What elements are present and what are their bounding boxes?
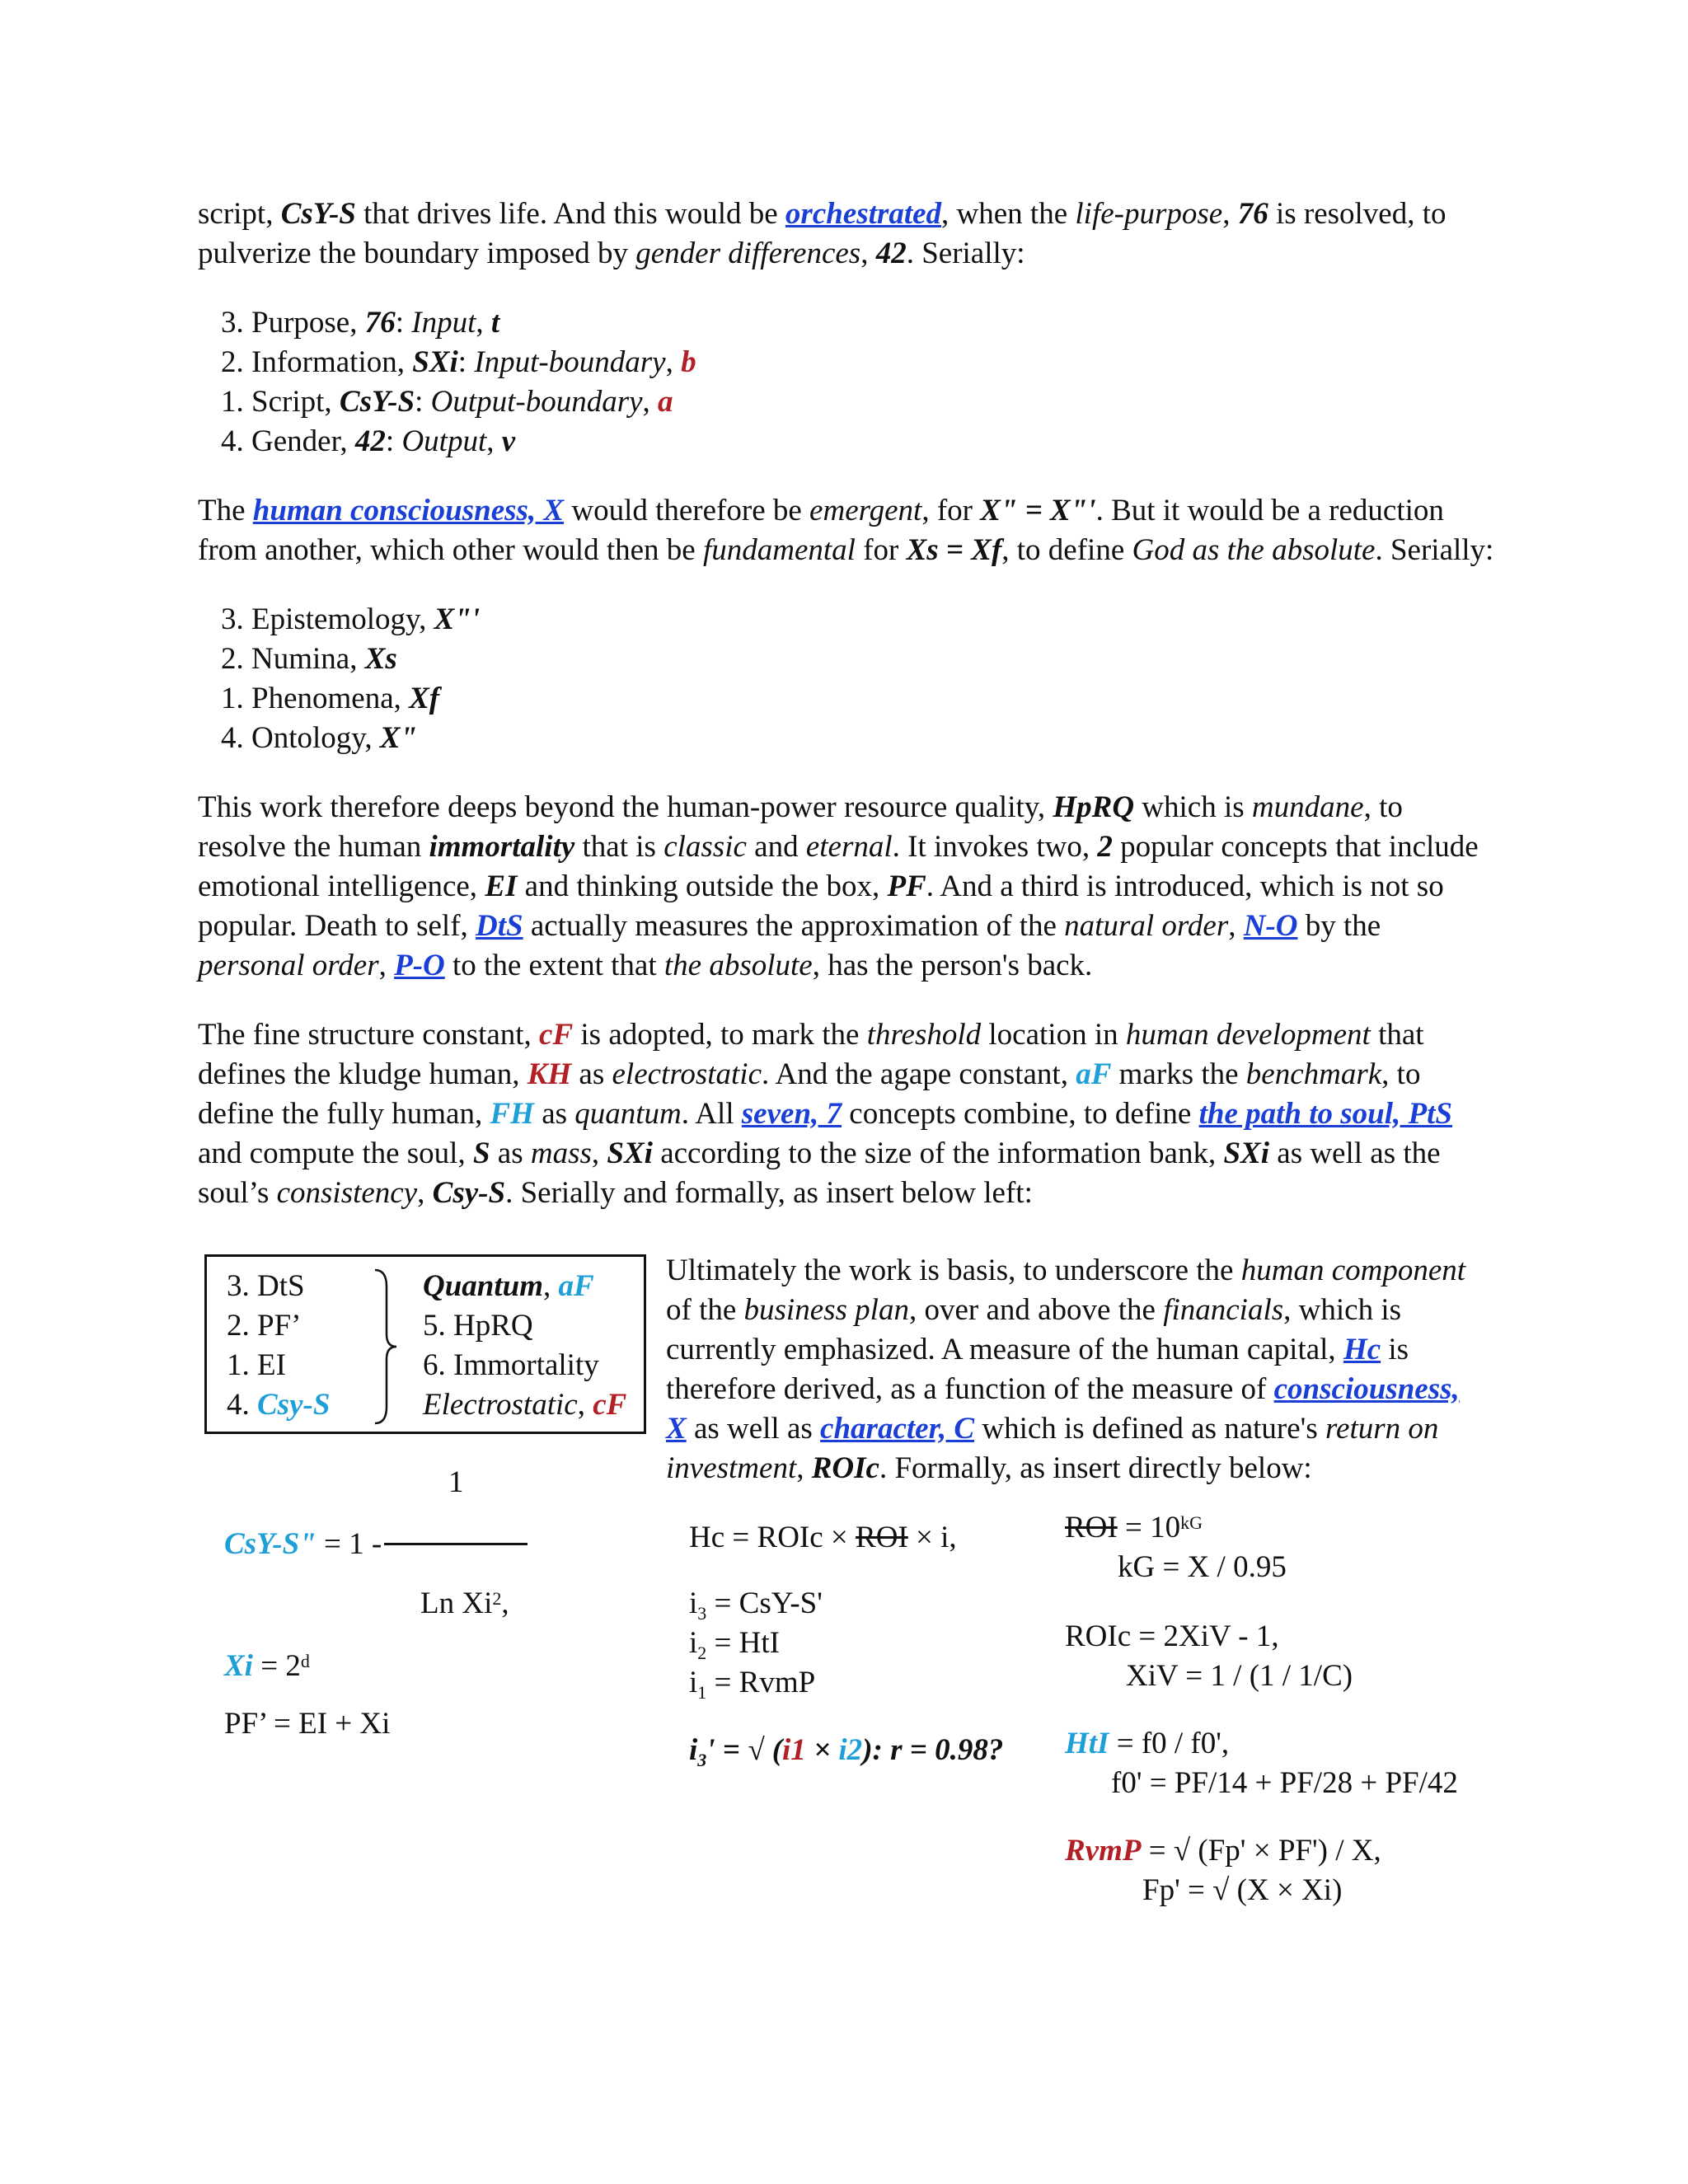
xiv-equation: XiV = 1 / (1 / 1/C)	[1126, 1659, 1353, 1693]
list-item: 1. Script, CsY-S: Output-boundary, a	[221, 385, 673, 419]
immortality-paragraph: This work therefore deeps beyond the human-power resource quality, HpRQ which is mundane, to resolve the human immortality that is classic and eternal. It invokes two, 2 popular concepts that include emotional intelligence, EI and thinking outside the box, PF. And a third is introduced, which is not so popular. Death to self, DtS actually measures the approximation of the natural order, N-O by the personal order, P-O to the extent that the absolute, has the person's back.	[198, 790, 1479, 982]
serial-list-epistemology	[221, 600, 1500, 758]
path-to-soul-link[interactable]: the path to soul, PtS	[1198, 1097, 1452, 1131]
f0-equation: f0' = PF/14 + PF/28 + PF/42	[1111, 1766, 1458, 1800]
fraction-line	[384, 1543, 528, 1545]
fraction-denominator: Ln Xi$^2$,	[420, 1586, 509, 1620]
dts-link[interactable]: DtS	[476, 909, 523, 943]
x-link[interactable]: X	[666, 1412, 687, 1446]
document-body	[198, 194, 1500, 1243]
human-consciousness-link[interactable]: human consciousness, X	[252, 494, 565, 527]
human-capital-paragraph: Ultimately the work is basis, to underscore the human component of the business plan, over and above the financials, which is currently emphasized. A measure of the human capital, Hc is therefore derived, as a function of the measure of consciousness, X as well as character, C which is defined as nature's return on investment, ROIc. Formally, as insert directly below:	[666, 1254, 1466, 1485]
box-right-column: Quantum, aF 5. HpRQ 6. Immortality Electrostatic, cF	[423, 1269, 627, 1422]
curly-brace	[368, 1268, 401, 1436]
intro-paragraph: script, CsY-S that drives life. And this would be orchestrated, when the life-purpose, 76 is resolved, to pulverize the boundary imposed by gender differences, 42. Serially:	[198, 197, 1447, 270]
list-item: 4. Gender, 42: Output, v	[221, 424, 516, 458]
constants-paragraph: The fine structure constant, cF is adopted, to mark the threshold location in human development that defines the kludge human, KH as electrostatic. And the agape constant, aF marks the benchmark, to define the fully human, FH as quantum. All seven, 7 concepts combine, to define the path to soul, PtS and compute the soul, S as mass, SXi according to the size of the information bank, SXi as well as the soul’s consistency, Csy-S. Serially and formally, as insert below left:	[198, 1018, 1452, 1210]
serial-list-purpose	[221, 303, 1500, 462]
list-item: 1. Phenomena, Xf	[221, 682, 440, 715]
consciousness-paragraph: The human consciousness, X would therefore be emergent, for X" = X"'. But it would be a reduction from another, which other would then be fundamental for Xs = Xf, to define God as the absolute. Serially:	[198, 494, 1494, 567]
fp-equation: Fp' = √ (X × Xi)	[1142, 1873, 1343, 1907]
list-item: 2. Numina, Xs	[221, 642, 397, 676]
consciousness-link[interactable]: consciousness,	[1273, 1372, 1460, 1406]
roic-equation: ROIc = 2XiV - 1,	[1065, 1619, 1279, 1653]
n-o-link[interactable]: N-O	[1243, 909, 1298, 943]
rvmp-equation: RvmP = √ (Fp' × PF') / X,	[1065, 1834, 1381, 1868]
box-left-column: 3. DtS 2. PF’ 1. EI 4. Csy-S	[227, 1269, 331, 1422]
list-item: 3. Purpose, 76: Input, t	[221, 306, 500, 340]
hti-equation: HtI = f0 / f0',	[1065, 1727, 1230, 1760]
p-o-link[interactable]: P-O	[394, 949, 445, 982]
xi-equation: $Xi = 2^d$	[224, 1649, 310, 1683]
seven-link[interactable]: seven, 7	[741, 1097, 842, 1131]
i3-prime-equation: $i_3'$ = √ (i1 × i2): r = 0.98?	[689, 1733, 1004, 1770]
hc-equation: Hc = ROIc × ROI × i,	[689, 1521, 957, 1554]
roi-equation: ROI = $10^{kG}$	[1065, 1511, 1203, 1544]
i2-equation: $i_2$ = HtI	[689, 1626, 780, 1663]
hc-link[interactable]: Hc	[1343, 1333, 1381, 1366]
pf-equation: PF’ = EI + Xi	[224, 1707, 391, 1741]
fraction-numerator: 1	[448, 1465, 464, 1499]
list-item: 2. Information, SXi: Input-boundary, b	[221, 345, 696, 379]
list-item: 3. Epistemology, X"'	[221, 602, 481, 636]
csys-equation: CsY-S" = 1 -	[224, 1527, 382, 1561]
brace-icon	[368, 1268, 401, 1425]
character-link[interactable]: character, C	[820, 1412, 975, 1446]
csys-term: CsY-S	[280, 197, 356, 231]
i1-equation: $i_1$ = RvmP	[689, 1666, 816, 1703]
kg-equation: kG = X / 0.95	[1118, 1550, 1287, 1584]
i3-equation: $i_3 = CsY-S'$	[689, 1586, 823, 1624]
list-item: 4. Ontology, X"	[221, 721, 418, 755]
orchestrated-link[interactable]: orchestrated	[785, 197, 942, 231]
serial-insert-box	[204, 1254, 646, 1434]
